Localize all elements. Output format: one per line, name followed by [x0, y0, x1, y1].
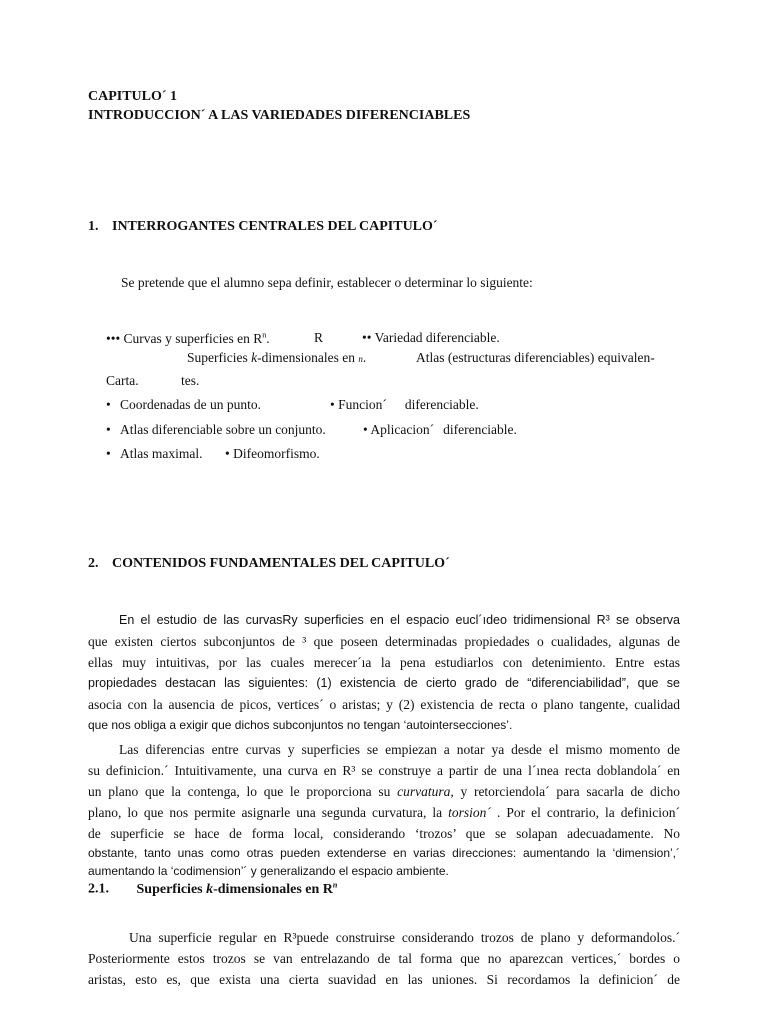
section-2-number: 2. — [88, 556, 99, 571]
section-1-intro: Se pretende que el alumno sepa definir, establecer o determinar lo siguiente: — [121, 275, 533, 290]
section-1-number: 1. — [88, 219, 99, 234]
objective-item-3-right: • Difeomorfismo. — [225, 446, 320, 461]
objectives-line-1 — [106, 330, 270, 347]
bullet-icon: • — [106, 397, 111, 412]
objective-item-3: • Atlas maximal. — [106, 446, 203, 461]
objective-item-1-right: • Funcion´ diferenciable. — [330, 397, 479, 412]
bullet-icon: • — [106, 446, 111, 461]
objective-chart: Carta. — [106, 373, 139, 388]
subsection-2-1-title: Superficies k-dimensionales en $R^n$ — [136, 880, 338, 897]
section-2-heading — [88, 556, 450, 572]
section-2-title: CONTENIDOS FUNDAMENTALES DEL CAPITULO´ — [112, 556, 450, 571]
subsection-2-1-number: 2.1. — [88, 881, 109, 897]
objective-k-surfaces: Superficies k-dimensionales en n. — [187, 350, 367, 365]
chapter-title: INTRODUCCION´ A LAS VARIEDADES DIFERENCIABLES — [88, 108, 471, 123]
objective-curves: ••• Curvas y superficies en $R^n$. — [106, 330, 270, 346]
objective-r-symbol: R — [314, 330, 324, 345]
objective-item-2-right: • Aplicacion´ diferenciable. — [363, 422, 517, 437]
objective-variety: •• Variedad diferenciable. — [362, 330, 500, 345]
bullet-icon: • — [106, 422, 111, 437]
objective-item-2: • Atlas diferenciable sobre un conjunto. — [106, 422, 326, 437]
section-1-title: INTERROGANTES CENTRALES DEL CAPITULO´ — [112, 219, 438, 234]
objective-equivalent-atlas-cont: tes. — [181, 373, 200, 388]
objective-item-1: • Coordenadas de un punto. — [106, 397, 261, 412]
chapter-label: CAPITULO´ 1 — [88, 89, 178, 104]
section-1-heading — [88, 219, 438, 235]
objective-equivalent-atlas: Atlas (estructuras diferenciables) equivalen- — [416, 350, 655, 365]
subsection-2-1-heading — [88, 880, 337, 898]
